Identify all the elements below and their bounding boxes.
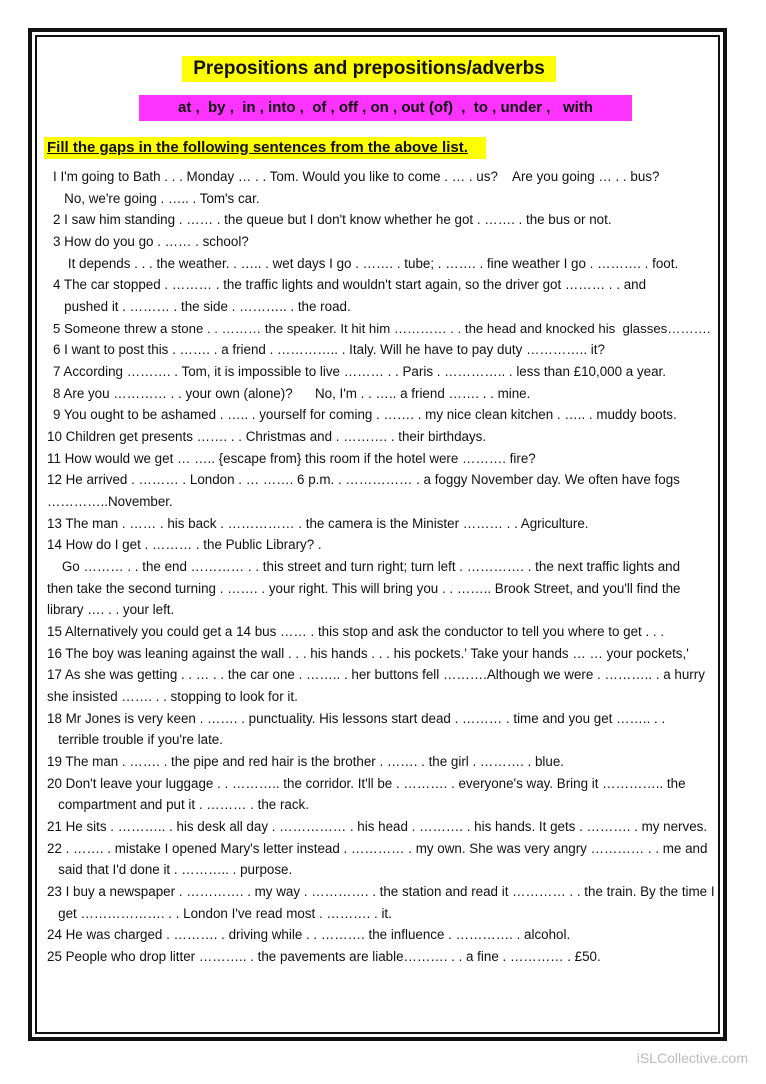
exercise-line: said that I'd done it . ……….. . purpose.: [47, 862, 293, 877]
instruction-text: Fill the gaps in the following sentences from the above list.: [44, 137, 486, 159]
exercise-line: then take the second turning . ……. . your right. This will bring you . . …….. Brook Street, and you'll find the: [47, 581, 681, 596]
exercise-line: 10 Children get presents ……. . . Christmas and . ………. . their birthdays.: [47, 429, 487, 444]
exercise-line: 15 Alternatively you could get a 14 bus …… . this stop and ask the conductor to tell you where to get . . .: [47, 624, 665, 639]
exercise-line: compartment and put it . ……… . the rack.: [47, 797, 309, 812]
exercise-line: 21 He sits . ……….. . his desk all day . …………… . his head . ………. . his hands. It gets . ………. . my nerves.: [47, 819, 708, 834]
prepositions-list: at , by , in , into , of , off , on , out (of) , to , under , with: [139, 95, 632, 121]
exercise-line: she insisted ……. . . stopping to look for it.: [47, 689, 298, 704]
exercise-line: No, we're going . ….. . Tom's car.: [53, 191, 260, 206]
exercise-line: 12 He arrived . ……… . London . … ……. 6 p.m. . …………… . a foggy November day. We often have fogs: [47, 472, 680, 487]
exercise-line: I I'm going to Bath . . . Monday … . . Tom. Would you like to come . … . us? Are you going … . . bus?: [53, 169, 660, 184]
exercise-line: 8 Are you ………… . . your own (alone)? No, I'm . . ….. a friend ……. . . mine.: [53, 386, 531, 401]
exercise-line: 24 He was charged . ………. . driving while . . ………. the influence . …………. . alcohol.: [47, 927, 571, 942]
exercise-line: 17 As she was getting . . … . . the car one . …….. . her buttons fell ……….Although we were . ……….. . a hurry: [47, 667, 705, 682]
exercise-line: pushed it . ……… . the side . ……….. . the road.: [53, 299, 351, 314]
exercise-line: terrible trouble if you're late.: [47, 732, 223, 747]
exercise-line: 6 I want to post this . ……. . a friend . ………….. . Italy. Will he have to pay duty ………….. it?: [53, 342, 605, 357]
exercise-line: 13 The man . …… . his back . …………… . the camera is the Minister ……… . . Agriculture.: [47, 516, 589, 531]
exercise-line: 9 You ought to be ashamed . ….. . yourself for coming . ……. . my nice clean kitchen . ….. . muddy boots.: [53, 407, 677, 422]
exercise-line: 20 Don't leave your luggage . . ……….. the corridor. It'll be . ………. . everyone's way. Bring it ………….. the: [47, 776, 686, 791]
exercise-line: 16 The boy was leaning against the wall . . . his hands . . . his pockets.' Take your hands … … your pockets,': [47, 646, 689, 661]
exercise-line: 5 Someone threw a stone . . ……… the speaker. It hit him ………… . . the head and knocked his glasses……….: [53, 321, 711, 336]
exercise-line: 2 I saw him standing . …… . the queue but I don't know whether he got . ……. . the bus or not.: [53, 212, 612, 227]
exercise-line: 11 How would we get … ….. {escape from} this room if the hotel were ………. fire?: [47, 451, 536, 466]
exercise-line: It depends . . . the weather. . ….. . wet days I go . ……. . tube; . ……. . fine weather I go . ………. . foot.: [53, 256, 679, 271]
exercise-line: 7 According ………. . Tom, it is impossible to live ……… . . Paris . ………….. . less than £10,000 a year.: [53, 364, 666, 379]
watermark: iSLCollective.com: [636, 1050, 748, 1066]
exercise-line: library …. . . your left.: [47, 602, 175, 617]
exercise-line: 23 I buy a newspaper . …………. . my way . …………. . the station and read it ………… . . the train. By the time I: [47, 884, 715, 899]
exercise-line: 22 . ……. . mistake I opened Mary's letter instead . ………… . my own. She was very angry ………… . . me and: [47, 841, 708, 856]
exercise-line: Go ……… . . the end ………… . . this street and turn right; turn left . …………. . the next traffic lights and: [47, 559, 681, 574]
exercise-line: get ………………. . . London I've read most . ………. . it.: [47, 906, 392, 921]
exercise-line: 4 The car stopped . ……… . the traffic lights and wouldn't start again, so the driver got ……… . . and: [53, 277, 647, 292]
exercise-line: 19 The man . ……. . the pipe and red hair is the brother . ……. . the girl . ………. . blue.: [47, 754, 565, 769]
exercise-line: 14 How do I get . ……… . the Public Library? .: [47, 537, 322, 552]
exercise-line: …………..November.: [47, 494, 173, 509]
exercise-line: 25 People who drop litter ……….. . the pavements are liable………. . . a fine . ………… . £50.: [47, 949, 601, 964]
exercise-line: 3 How do you go . …… . school?: [53, 234, 249, 249]
worksheet-title: Prepositions and prepositions/adverbs: [182, 56, 556, 82]
exercise-line: 18 Mr Jones is very keen . ……. . punctuality. His lessons start dead . ……… . time and you get …….. . .: [47, 711, 666, 726]
